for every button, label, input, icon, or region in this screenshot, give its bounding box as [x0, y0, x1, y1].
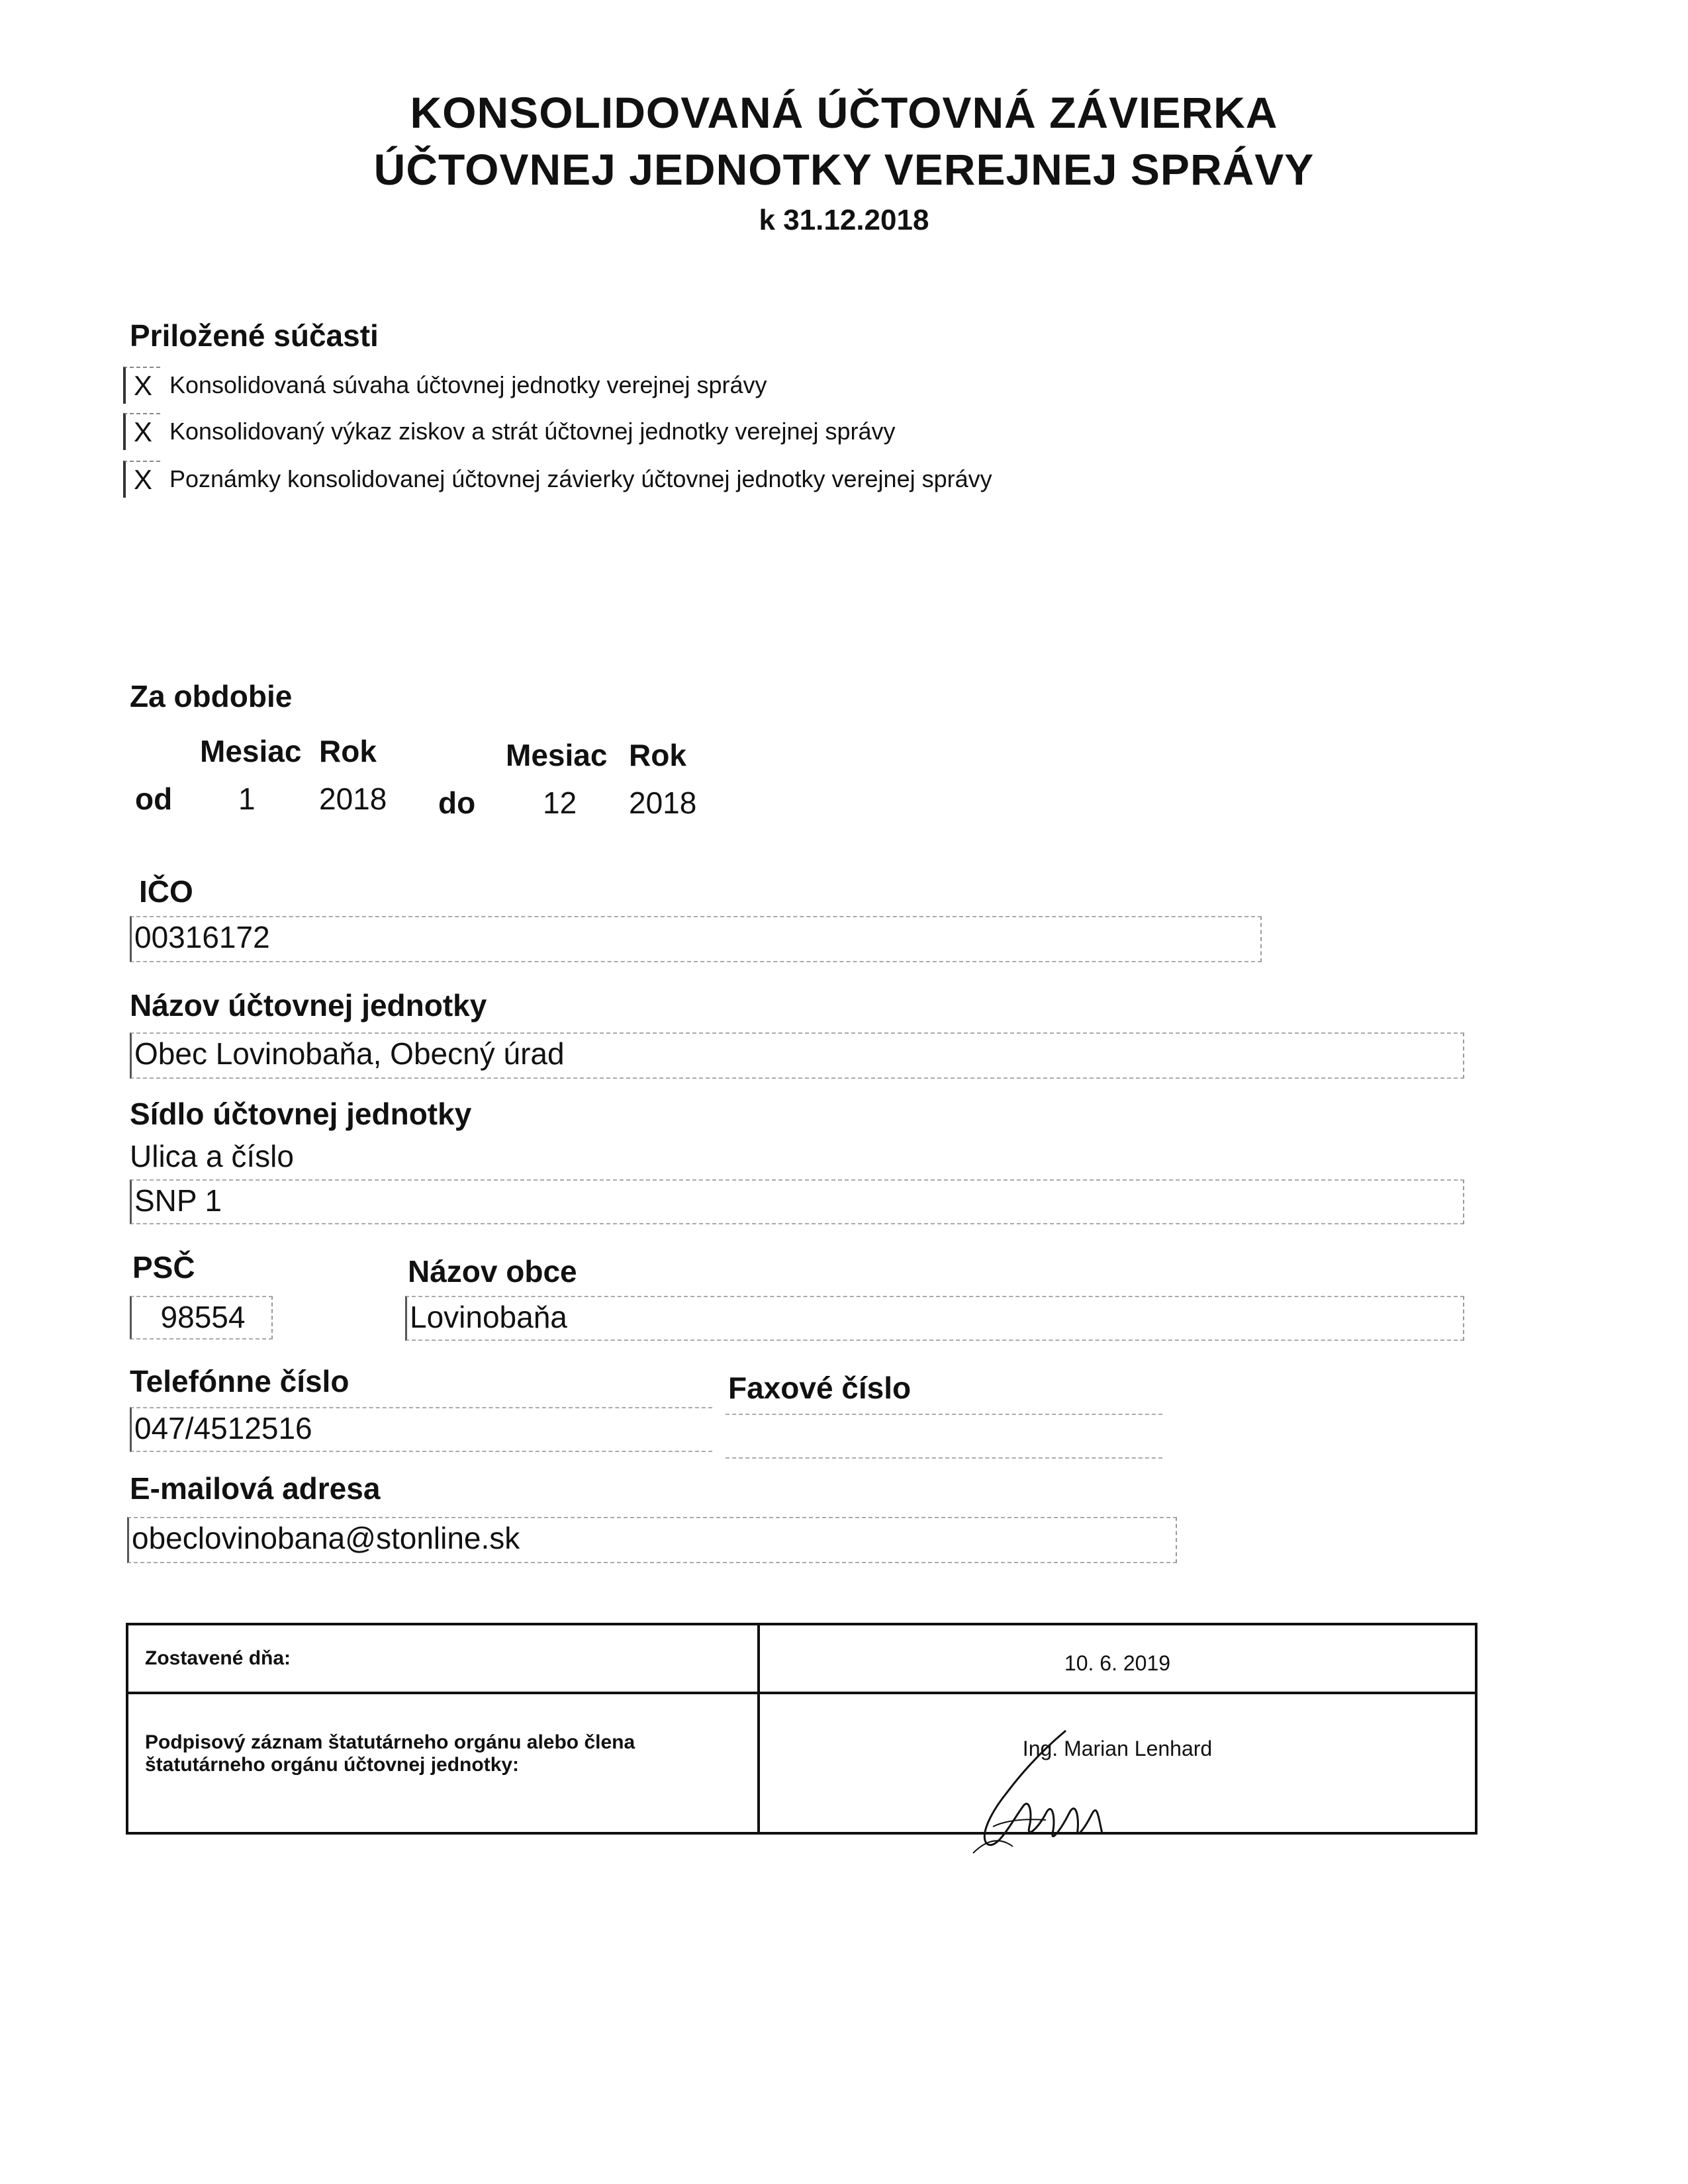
signature-label-line-1: Podpisový záznam štatutárneho orgánu alebo člena	[145, 1731, 635, 1753]
compiled-label: Zostavené dňa:	[145, 1647, 291, 1669]
attachment-label: Poznámky konsolidovanej účtovnej závierky účtovnej jednotky verejnej správy	[169, 465, 992, 492]
seat-label: Sídlo účtovnej jednotky	[130, 1097, 472, 1131]
from-year-label: Rok	[319, 734, 377, 768]
to-month-label: Mesiac	[506, 738, 608, 772]
compiled-date[interactable]: 10. 6. 2019	[1064, 1651, 1171, 1675]
checkbox[interactable]: X	[123, 367, 160, 404]
fax-label: Faxové číslo	[728, 1371, 912, 1405]
attachment-item	[123, 364, 767, 406]
attachments-heading: Priložené súčasti	[130, 318, 379, 353]
from-year[interactable]: 2018	[319, 782, 387, 816]
ico-label: IČO	[139, 874, 193, 909]
from-label: od	[135, 782, 173, 816]
to-year-label: Rok	[629, 738, 686, 772]
phone-field[interactable]: 047/4512516	[130, 1407, 712, 1452]
from-month-label: Mesiac	[200, 734, 302, 768]
street-field[interactable]: SNP 1	[130, 1179, 1464, 1224]
psc-label: PSČ	[132, 1250, 195, 1285]
title-line-1: KONSOLIDOVANÁ ÚČTOVNÁ ZÁVIERKA	[410, 88, 1278, 137]
title-line-2: ÚČTOVNEJ JEDNOTKY VEREJNEJ SPRÁVY	[373, 145, 1315, 194]
name-label: Názov účtovnej jednotky	[130, 988, 487, 1023]
name-field[interactable]: Obec Lovinobaňa, Obecný úrad	[130, 1032, 1464, 1079]
phone-label: Telefónne číslo	[130, 1364, 350, 1398]
to-year[interactable]: 2018	[629, 786, 697, 820]
ico-field[interactable]: 00316172	[130, 916, 1262, 962]
city-field[interactable]: Lovinobaňa	[405, 1296, 1464, 1341]
fax-field[interactable]	[726, 1414, 1162, 1459]
period-heading: Za obdobie	[130, 679, 293, 713]
attachment-item	[123, 458, 992, 500]
signature-label-cell	[127, 1693, 759, 1833]
email-label: E-mailová adresa	[130, 1471, 381, 1506]
checkbox[interactable]: X	[123, 413, 160, 450]
report-date: k 31.12.2018	[759, 204, 929, 236]
attachment-label: Konsolidovaný výkaz ziskov a strát účtovnej jednotky verejnej správy	[169, 418, 896, 445]
from-month[interactable]: 1	[238, 782, 256, 816]
signer-name: Ing. Marian Lenhard	[1022, 1737, 1213, 1760]
email-field[interactable]: obeclovinobana@stonline.sk	[127, 1517, 1177, 1563]
to-label: do	[438, 786, 476, 820]
attachment-label: Konsolidovaná súvaha účtovnej jednotky verejnej správy	[169, 371, 767, 398]
to-month[interactable]: 12	[543, 786, 577, 820]
psc-field[interactable]: 98554	[130, 1296, 273, 1340]
checkbox[interactable]: X	[123, 461, 160, 498]
compiled-label-cell	[127, 1624, 759, 1693]
handwritten-signature-icon	[966, 1727, 1139, 1860]
compiled-date-cell	[759, 1624, 1476, 1693]
signature-label-line-2: štatutárneho orgánu účtovnej jednotky:	[145, 1754, 520, 1776]
signature-table	[126, 1623, 1477, 1835]
attachment-item	[123, 410, 896, 453]
city-label: Názov obce	[408, 1254, 577, 1289]
street-label: Ulica a číslo	[130, 1139, 294, 1173]
